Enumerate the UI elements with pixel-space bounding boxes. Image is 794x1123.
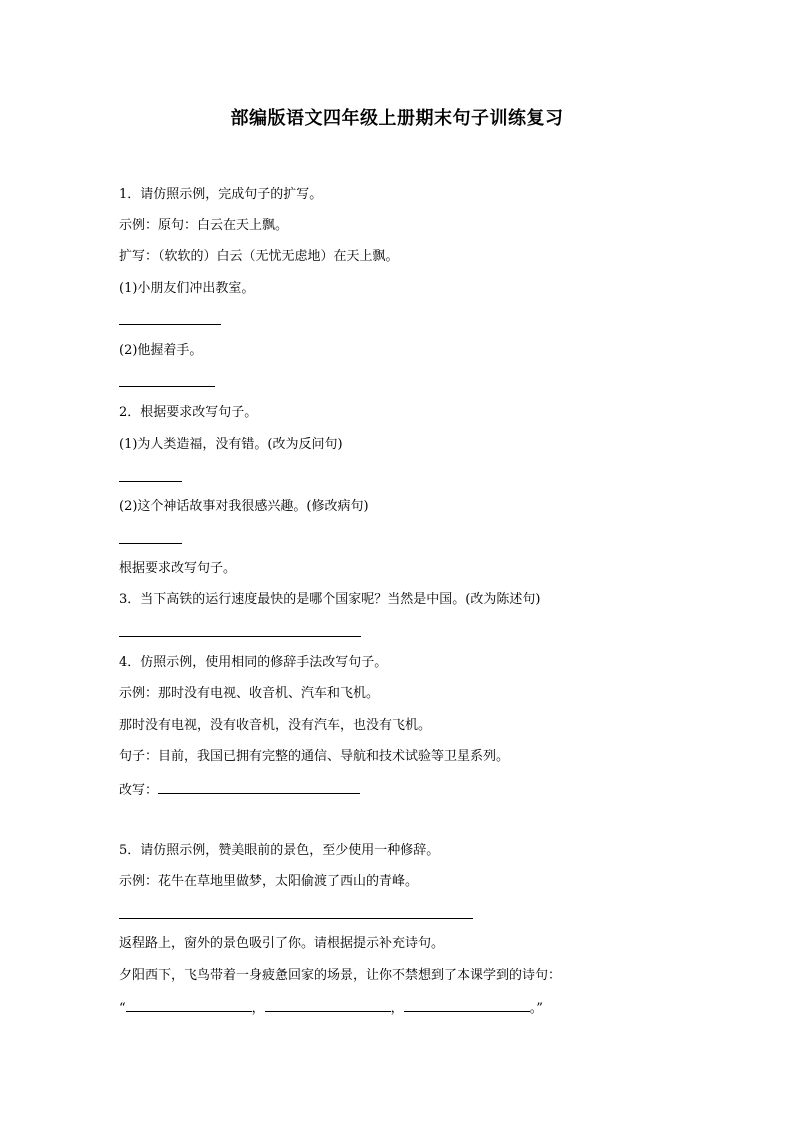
page-title: 部编版语文四年级上册期末句子训练复习 xyxy=(230,108,564,129)
q3-answer-line[interactable] xyxy=(119,636,361,637)
poem-blank-1[interactable] xyxy=(126,998,252,1012)
q4-rewrite-label: 改写： xyxy=(119,783,159,798)
poem-blank-2[interactable] xyxy=(265,998,391,1012)
q1-item-2-answer-line[interactable] xyxy=(119,386,215,387)
q5-sunset-prompt: 夕阳西下，飞鸟带着一身疲惫回家的场景，让你不禁想到了本课学到的诗句： xyxy=(119,968,562,983)
q5-poem-row xyxy=(119,998,543,1018)
q2-item-1: (1)为人类造福，没有错。(改为反问句) xyxy=(119,437,343,452)
poem-open-quote: “ xyxy=(119,1001,126,1016)
q5-answer-line[interactable] xyxy=(119,918,473,919)
q3-prompt: 3．当下高铁的运行速度最快的是哪个国家呢？当然是中国。(改为陈述句) xyxy=(119,592,541,607)
q5-example: 示例：花牛在草地里做梦，太阳偷渡了西山的青峰。 xyxy=(119,874,419,889)
q1-item-2: (2)他握着手。 xyxy=(119,343,203,358)
q2-item-2: (2)这个神话故事对我很感兴趣。(修改病句) xyxy=(119,499,369,514)
q4-rewrite-answer-line[interactable] xyxy=(158,780,360,794)
q5-return-trip: 返程路上，窗外的景色吸引了你。请根据提示补充诗句。 xyxy=(119,936,445,951)
poem-close-quote: 。” xyxy=(529,1001,543,1016)
poem-blank-3[interactable] xyxy=(404,998,530,1012)
q1-item-1-answer-line[interactable] xyxy=(119,324,221,325)
q4-sentence: 句子：目前，我国已拥有完整的通信、导航和技术试验等卫星系列。 xyxy=(119,749,510,764)
q2-followup: 根据要求改写句子。 xyxy=(119,561,237,576)
q5-prompt: 5．请仿照示例，赞美眼前的景色，至少使用一种修辞。 xyxy=(119,843,440,858)
q1-prompt: 1．请仿照示例，完成句子的扩写。 xyxy=(119,187,323,202)
q2-prompt: 2．根据要求改写句子。 xyxy=(119,405,258,420)
q4-rewrite-row xyxy=(119,780,360,800)
poem-separator-2: ， xyxy=(390,1001,404,1016)
q2-item-1-answer-line[interactable] xyxy=(119,481,182,482)
q4-prompt: 4．仿照示例，使用相同的修辞手法改写句子。 xyxy=(119,655,388,670)
q4-example: 示例：那时没有电视、收音机、汽车和飞机。 xyxy=(119,686,380,701)
q1-example: 示例：原句：白云在天上飘。 xyxy=(119,218,289,233)
q2-item-2-answer-line[interactable] xyxy=(119,543,182,544)
poem-separator-1: ， xyxy=(251,1001,265,1016)
q4-example-rewrite: 那时没有电视，没有收音机，没有汽车，也没有飞机。 xyxy=(119,718,432,733)
q1-expanded-example: 扩写：（软软的）白云（无忧无虑地）在天上飘。 xyxy=(119,249,399,264)
q1-item-1: (1)小朋友们冲出教室。 xyxy=(119,281,255,296)
